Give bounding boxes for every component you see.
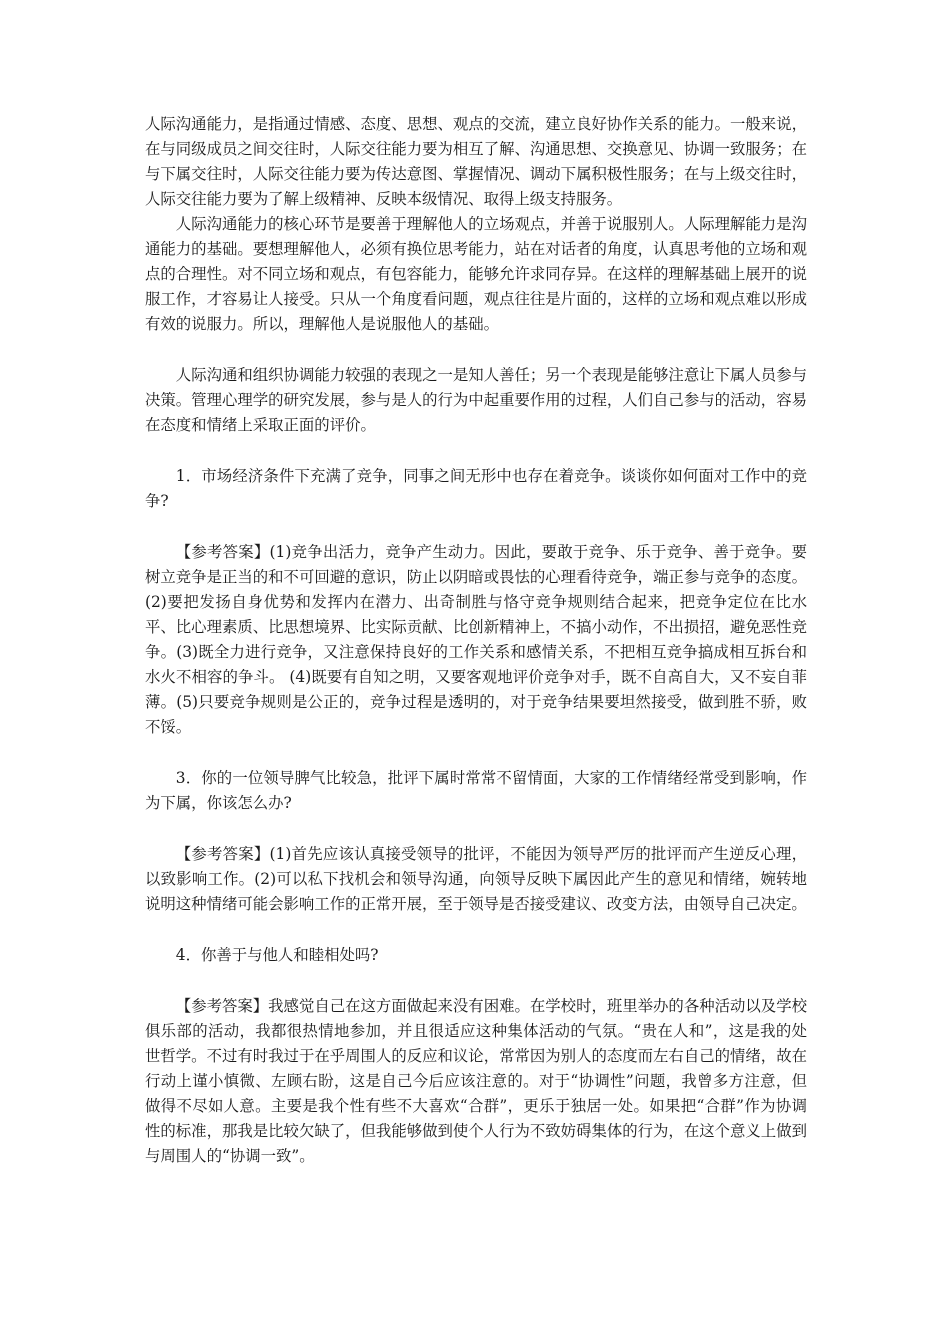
answer-4: 【参考答案】我感觉自己在这方面做起来没有困难。在学校时，班里举办的各种活动以及学校俱乐部的活动，我都很热情地参加，并且很适应这种集体活动的气氛。“贵在人和”，这是我的处世哲学。不过有时我过于在乎周围人的反应和议论，常常因为别人的态度而左右自己的情绪，故在行动上谨小慎微、左顾右盼，这是自己今后应该注意的。对于“协调性”问题，我曾多方注意，但做得不尽如人意。主要是我个性有些不大喜欢“合群”，更乐于独居一处。如果把“合群”作为协调性的标准，那我是比较欠缺了，但我能够做到使个人行为不致妨碍集体的行为，在这个意义上做到与周围人的“协调一致”。 [145,997,807,1165]
question-3: 3．你的一位领导脾气比较急，批评下属时常常不留情面，大家的工作情绪经常受到影响，作为下属，你该怎么办? [145,769,807,812]
coordination-paragraph: 人际沟通和组织协调能力较强的表现之一是知人善任；另一个表现是能够注意让下属人员参与决策。管理心理学的研究发展，参与是人的行为中起重要作用的过程，人们自己参与的活动，容易在态度和情绪上采取正面的评价。 [145,366,807,434]
question-4: 4．你善于与他人和睦相处吗? [175,946,379,964]
intro-paragraph: 人际沟通能力，是指通过情感、态度、思想、观点的交流，建立良好协作关系的能力。一般来说，在与同级成员之间交往时，人际交往能力要为相互了解、沟通思想、交换意见、协调一致服务；在与下属交往时，人际交往能力要为传达意图、掌握情况、调动下属积极性服务；在与上级交往时，人际交往能力要为了解上级精神、反映本级情况、取得上级支持服务。 [145,115,807,208]
document-page [145,112,807,1169]
core-paragraph: 人际沟通能力的核心环节是要善于理解他人的立场观点，并善于说服别人。人际理解能力是沟通能力的基础。要想理解他人，必须有换位思考能力，站在对话者的角度，认真思考他的立场和观点的合理性。对不同立场和观点，有包容能力，能够允许求同存异。在这样的理解基础上展开的说服工作，才容易让人接受。只从一个角度看问题，观点往往是片面的，这样的立场和观点难以形成有效的说服力。所以，理解他人是说服他人的基础。 [145,215,807,333]
question-1: 1．市场经济条件下充满了竞争，同事之间无形中也存在着竞争。谈谈你如何面对工作中的竞争? [145,467,807,510]
answer-1: 【参考答案】(1)竞争出活力，竞争产生动力。因此，要敢于竞争、乐于竞争、善于竞争。要树立竞争是正当的和不可回避的意识，防止以阴暗或畏怯的心理看待竞争，端正参与竞争的态度。 (2)要把发扬自身优势和发挥内在潜力、出奇制胜与恪守竞争规则结合起来，把竞争定位在比水平、比心理素质、比思想境界、比实际贡献、比创新精神上，不搞小动作，不出损招，避免恶性竞争。(3)既全力进行竞争，又注意保持良好的工作关系和感情关系，不把相互竞争搞成相互拆台和水火不相容的争斗。 (4)既要有自知之明，又要客观地评价竞争对手，既不自高自大，又不妄自菲薄。(5)只要竞争规则是公正的，竞争过程是透明的，对于竞争结果要坦然接受，做到胜不骄，败不馁。 [145,543,807,736]
answer-3: 【参考答案】(1)首先应该认真接受领导的批评，不能因为领导严厉的批评而产生逆反心理，以致影响工作。(2)可以私下找机会和领导沟通，向领导反映下属因此产生的意见和情绪，婉转地说明这种情绪可能会影响工作的正常开展，至于领导是否接受建议、改变方法，由领导自己决定。 [145,845,807,913]
